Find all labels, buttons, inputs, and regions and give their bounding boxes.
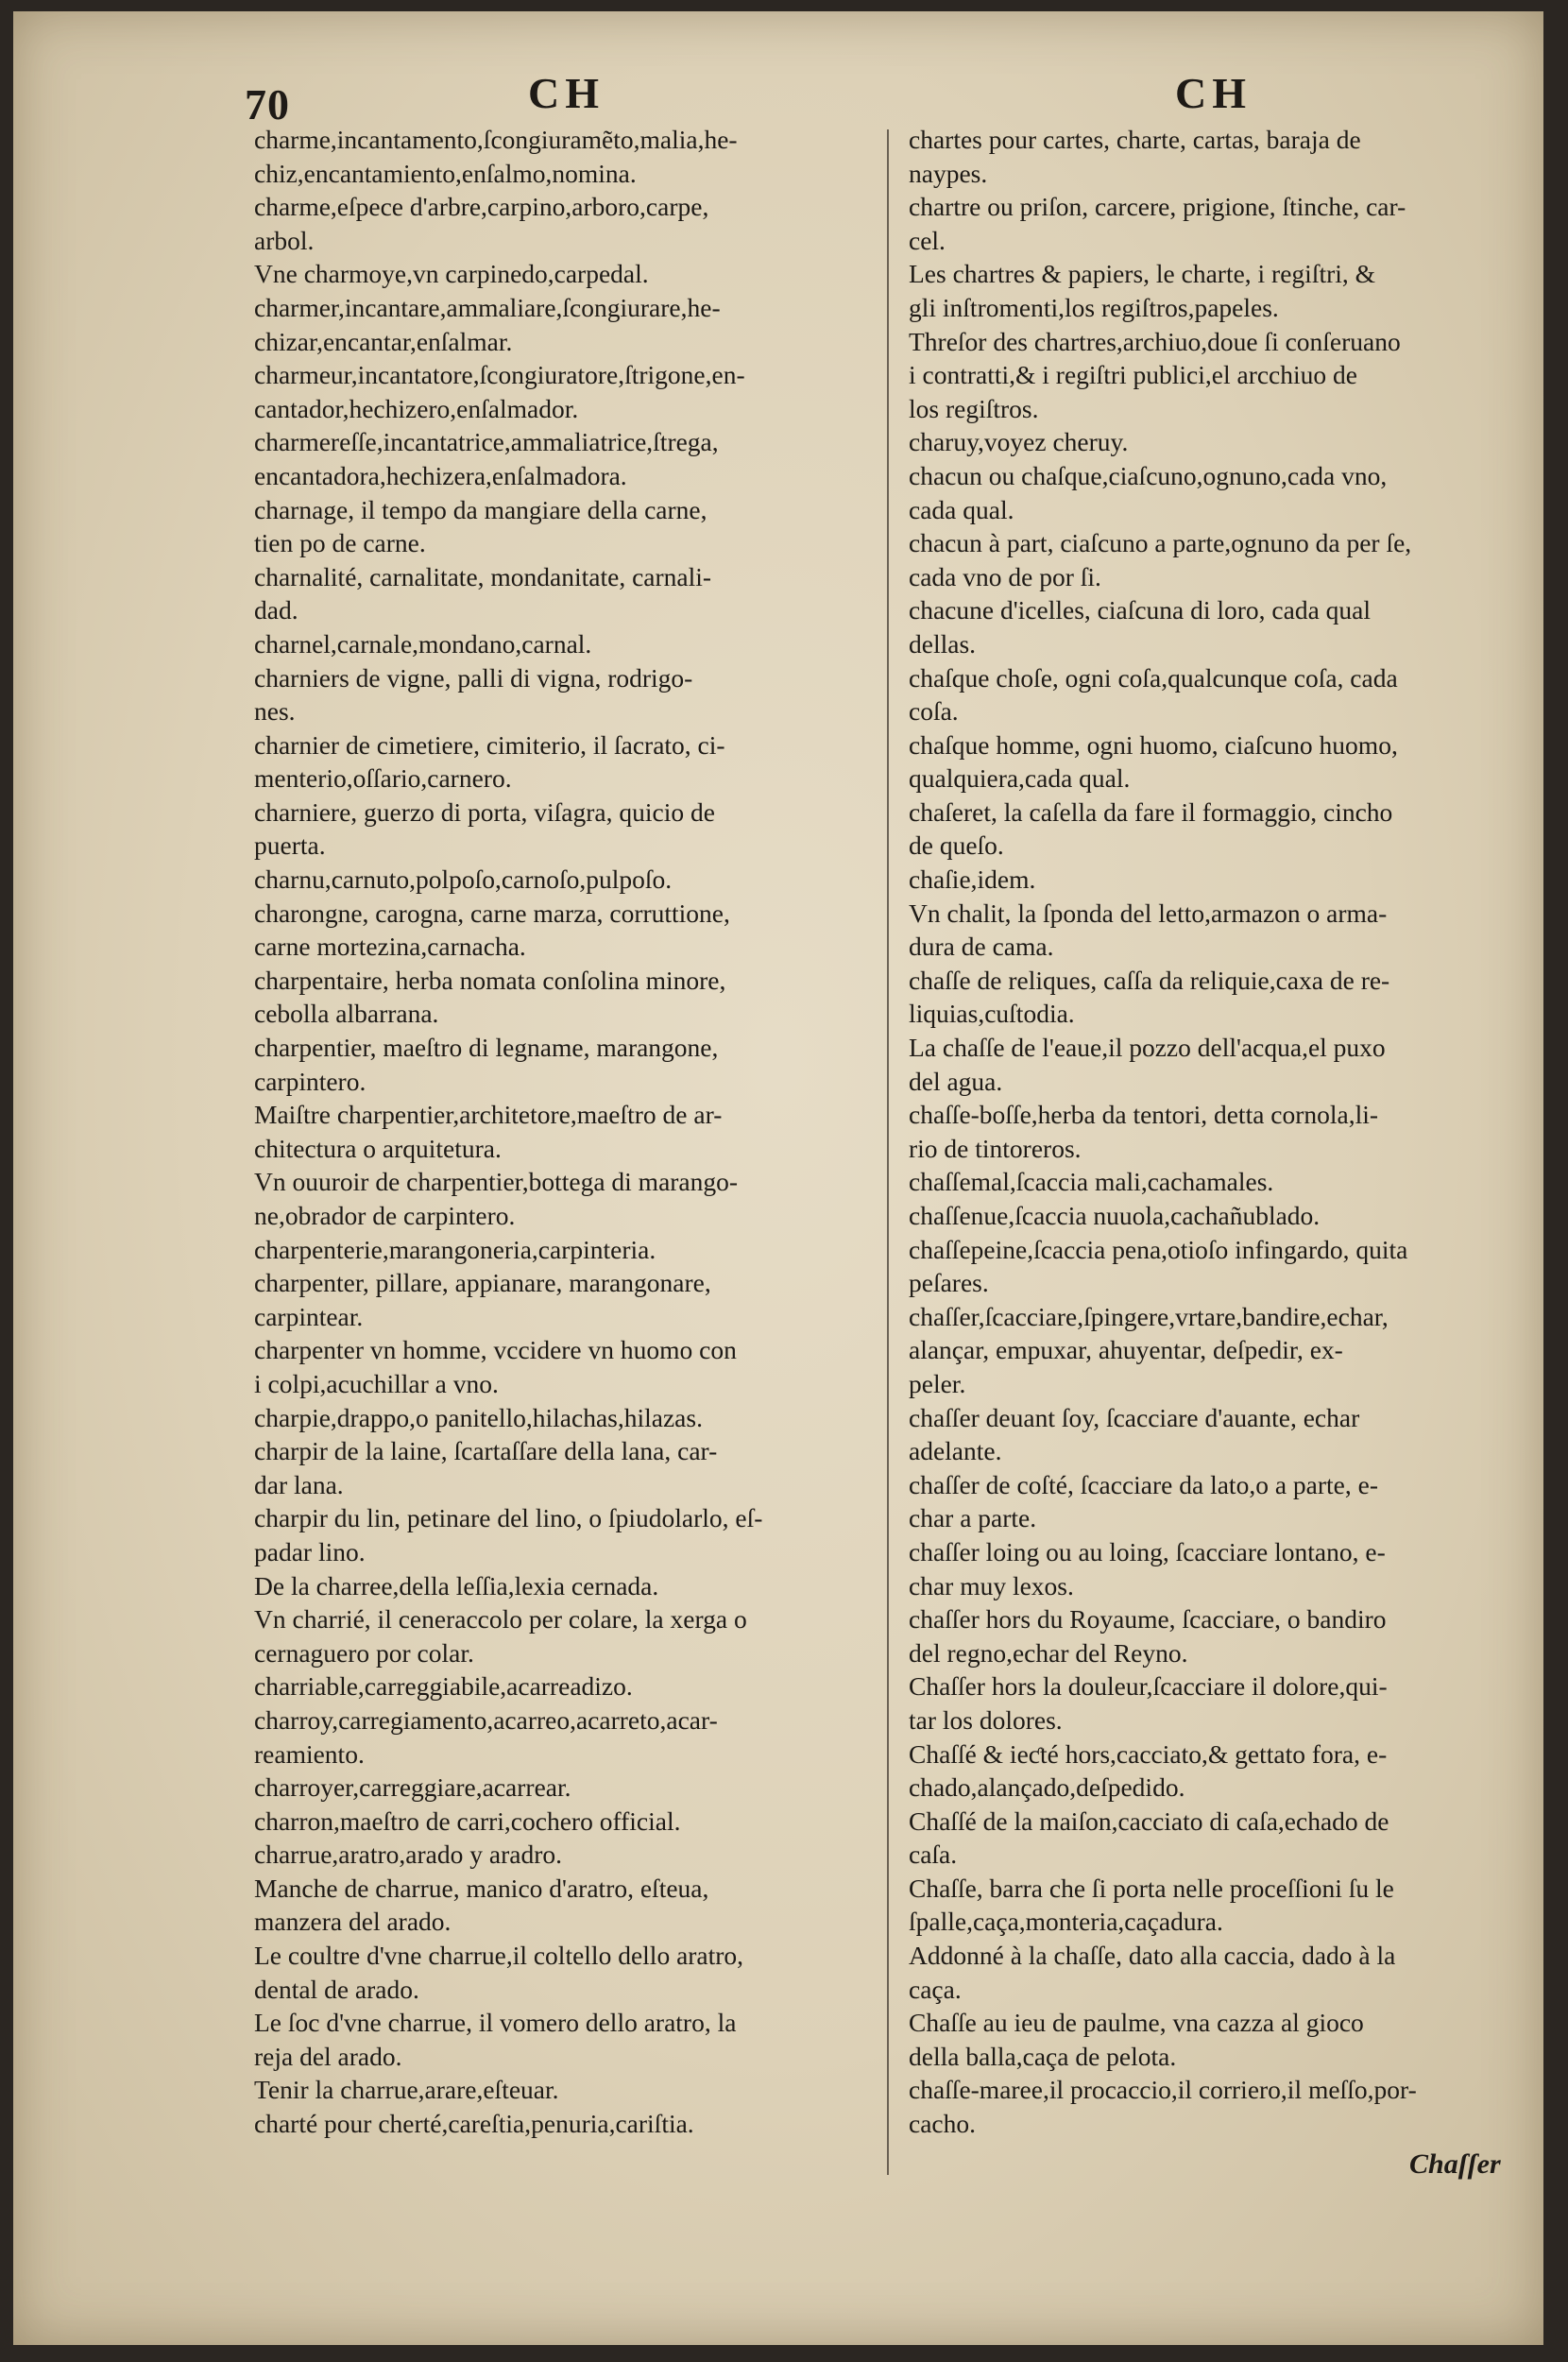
text-line: ſpalle,caça,monteria,caçadura. [909,1907,1223,1937]
text-line: cada qual. [909,494,1014,524]
text-line: dad. [254,595,298,625]
text-line: cada vno de por ſi. [909,561,1101,591]
left-column [254,123,893,2182]
text-line: dar lana. [254,1469,344,1499]
text-line: charnel,carnale,mondano,carnal. [254,628,592,659]
text-line: charmereſſe,incantatrice,ammaliatrice,ſtrega, [254,427,719,457]
text-line: charmer,incantare,ammaliare,ſcongiurare,he- [254,292,721,322]
text-line: charpentaire, herba nomata conſolina minore, [254,965,726,995]
text-line: Addonné à la chaſſe, dato alla caccia, dado à la [909,1941,1396,1971]
text-line: Manche de charrue, manico d'aratro, eſteua, [254,1873,709,1903]
running-header-left: CH [528,69,605,117]
text-line: cacho. [909,2109,976,2139]
text-line: del agua. [909,1066,1003,1096]
text-line: reamiento. [254,1738,365,1769]
text-line: cernaguero por colar. [254,1637,474,1668]
text-line: charpir du lin, petinare del lino, o ſpiudolarlo, eſ- [254,1503,763,1533]
text-line: chaſſer hors du Royaume, ſcacciare, o bandiro [909,1604,1387,1635]
text-line: chacune d'icelles, ciaſcuna di loro, cada qual [909,595,1372,625]
text-line: chaſſepeine,ſcaccia pena,otioſo infingardo, quita [909,1234,1408,1264]
text-line: charpenter, pillare, appianare, marangonare, [254,1268,711,1298]
text-line: tien po de carne. [254,528,426,558]
text-line: charron,maeſtro de carri,cochero official. [254,1806,681,1836]
text-line: caſa. [909,1840,958,1870]
running-header-right: CH [1175,69,1252,117]
text-line: charpie,drappo,o panitello,hilachas,hilazas. [254,1402,703,1432]
text-line: chitectura o arquitetura. [254,1133,502,1163]
text-line: Le coultre d'vne charrue,il coltello dello aratro, [254,1941,744,1971]
text-line: puerta. [254,830,326,861]
text-line: Maiſtre charpentier,architetore,maeſtro de ar- [254,1100,723,1130]
text-line: de queſo. [909,830,1004,861]
text-line: charnalité, carnalitate, mondanitate, carnali- [254,561,712,591]
text-line: chaſſe-boſſe,herba da tentori, detta cornola,li- [909,1100,1379,1130]
text-line: peler. [909,1368,966,1398]
text-line: tar los dolores. [909,1704,1063,1735]
text-line: chiz,encantamiento,enſalmo,nomina. [254,158,637,188]
text-line: chaſeret, la caſella da fare il formaggio, cincho [909,796,1393,827]
text-line: encantadora,hechizera,enſalmadora. [254,460,627,490]
text-line: chaſque choſe, ogni coſa,qualcunque coſa, cada [909,662,1398,693]
text-line: chaſſemal,ſcaccia mali,cachamales. [909,1167,1274,1197]
text-line: los regiſtros. [909,393,1039,423]
text-line: charnage, il tempo da mangiare della carne, [254,494,707,524]
text-line: reja del arado. [254,2041,402,2071]
text-line: cel. [909,225,946,255]
text-line: gli inſtromenti,los regiſtros,papeles. [909,292,1279,322]
text-line: ne,obrador de carpintero. [254,1201,516,1230]
text-line: carpintero. [254,1066,366,1096]
text-line: dura de cama. [909,932,1054,962]
page-number: 70 [245,80,290,128]
text-line: naypes. [909,158,988,188]
text-line: charniere, guerzo di porta, viſagra, quicio de [254,796,715,827]
text-line: Chaſſé de la maiſon,cacciato di caſa,echado de [909,1806,1389,1836]
text-line: Vn charrié, il ceneraccolo per colare, la xerga o [254,1604,747,1635]
text-line: charté pour cherté,careſtia,penuria,cariſtia. [254,2109,694,2139]
catchword: Chaſſer [1409,2148,1501,2180]
column-divider [887,129,889,2175]
text-line: charme,eſpece d'arbre,carpino,arboro,carpe, [254,192,709,222]
text-line: chartre ou priſon, carcere, prigione, ſtinche, car- [909,192,1406,222]
text-line: Threſor des chartres,archiuo,doue ſi conſeruano [909,326,1401,356]
text-line: adelante. [909,1436,1002,1466]
text-line: padar lino. [254,1536,366,1566]
text-line: charnier de cimetiere, cimiterio, il ſacrato, ci- [254,729,725,760]
text-line: cantador,hechizero,enſalmador. [254,393,579,423]
text-line: peſares. [909,1268,989,1298]
text-line: charmeur,incantatore,ſcongiuratore,ſtrigone,en- [254,360,745,390]
text-line: chaſſer loing ou au loing, ſcacciare lontano, e- [909,1536,1386,1566]
text-line: Vn chalit, la ſponda del letto,armazon o arma- [909,898,1388,928]
text-line: De la charree,della leſſia,lexia cernada. [254,1570,659,1600]
text-line: chaſie,idem. [909,864,1036,895]
text-line: coſa. [909,696,959,727]
text-line: dental de arado. [254,1974,419,2004]
text-line: chacun ou chaſque,ciaſcuno,ognuno,cada vno, [909,460,1388,490]
text-line: i colpi,acuchillar a vno. [254,1368,499,1398]
dictionary-page [13,11,1543,2345]
text-line: chaſſer de coſté, ſcacciare da lato,o a parte, e- [909,1469,1378,1499]
text-line: carpintear. [254,1301,364,1331]
text-line: charuy,voyez cheruy. [909,427,1129,457]
text-line: charniers de vigne, palli di vigna, rodrigo- [254,662,693,693]
text-line: Chaſſe au ieu de paulme, vna cazza al gioco [909,2008,1364,2038]
text-line: chado,alançado,deſpedido. [909,1772,1185,1803]
text-line: chaſſer,ſcacciare,ſpingere,vrtare,bandire,echar, [909,1301,1389,1331]
text-line: Les chartres & papiers, le charte, i regiſtri, & [909,259,1376,289]
text-line: Chaſſé & ieƈté hors,cacciato,& gettato fora, e- [909,1738,1388,1769]
text-line: charpenter vn homme, vccidere vn huomo con [254,1335,737,1365]
text-line: rio de tintoreros. [909,1133,1082,1163]
text-line: char a parte. [909,1503,1037,1533]
text-line: alançar, empuxar, ahuyentar, deſpedir, ex- [909,1335,1343,1365]
text-line: charongne, carogna, carne marza, corruttione, [254,898,730,928]
text-line: chacun à part, ciaſcuno a parte,ognuno da per ſe, [909,528,1412,558]
text-line: charroy,carregiamento,acarreo,acarreto,acar- [254,1704,718,1735]
text-line: charroyer,carreggiare,acarrear. [254,1772,571,1803]
text-line: i contratti,& i regiſtri publici,el arcchiuo de [909,360,1357,390]
text-line: della balla,caça de pelota. [909,2041,1177,2071]
text-line: charpentier, maeſtro di legname, marangone, [254,1033,719,1063]
text-line: charriable,carreggiabile,acarreadizo. [254,1671,633,1702]
text-line: chaſſenue,ſcaccia nuuola,cachañublado. [909,1201,1321,1230]
text-line: caça. [909,1974,962,2004]
text-line: liquias,cuſtodia. [909,999,1075,1029]
text-line: Tenir la charrue,arare,eſteuar. [254,2075,559,2105]
text-line: chizar,encantar,enſalmar. [254,326,513,356]
text-line: La chaſſe de l'eaue,il pozzo dell'acqua,el puxo [909,1033,1386,1063]
right-column [909,123,1532,2182]
text-line: dellas. [909,628,977,659]
text-line: qualquiera,cada qual. [909,763,1131,794]
text-line: manzera del arado. [254,1907,452,1937]
text-line: chaſſe de reliques, caſſa da reliquie,caxa de re- [909,965,1390,995]
text-line: menterio,oſſario,carnero. [254,763,512,794]
text-line: charpir de la laine, ſcartaſſare della lana, car- [254,1436,718,1466]
text-line: Chaſſe, barra che ſi porta nelle proceſſioni ſu le [909,1873,1394,1903]
text-line: Chaſſer hors la douleur,ſcacciare il dolore,qui- [909,1671,1388,1702]
text-line: arbol. [254,225,315,255]
text-line: Le ſoc d'vne charrue, il vomero dello aratro, la [254,2008,737,2038]
text-line: charpenterie,marangoneria,carpinteria. [254,1234,656,1264]
text-line: char muy lexos. [909,1570,1074,1600]
text-line: Vne charmoye,vn carpinedo,carpedal. [254,259,649,289]
text-line: cebolla albarrana. [254,999,439,1029]
text-line: carne mortezina,carnacha. [254,932,526,962]
text-line: Vn ouuroir de charpentier,bottega di marango- [254,1167,739,1197]
text-line: del regno,echar del Reyno. [909,1637,1188,1668]
text-line: chartes pour cartes, charte, cartas, baraja de [909,125,1361,154]
text-line: chaſſe-maree,il procaccio,il corriero,il meſſo,por- [909,2075,1417,2105]
text-line: nes. [254,696,296,727]
text-line: charme,incantamento,ſcongiuramẽto,malia,he- [254,125,738,154]
text-line: chaſque homme, ogni huomo, ciaſcuno huomo, [909,729,1398,760]
text-line: chaſſer deuant ſoy, ſcacciare d'auante, echar [909,1402,1360,1432]
text-line: charnu,carnuto,polpoſo,carnoſo,pulpoſo. [254,864,673,895]
text-line: charrue,aratro,arado y aradro. [254,1840,562,1870]
